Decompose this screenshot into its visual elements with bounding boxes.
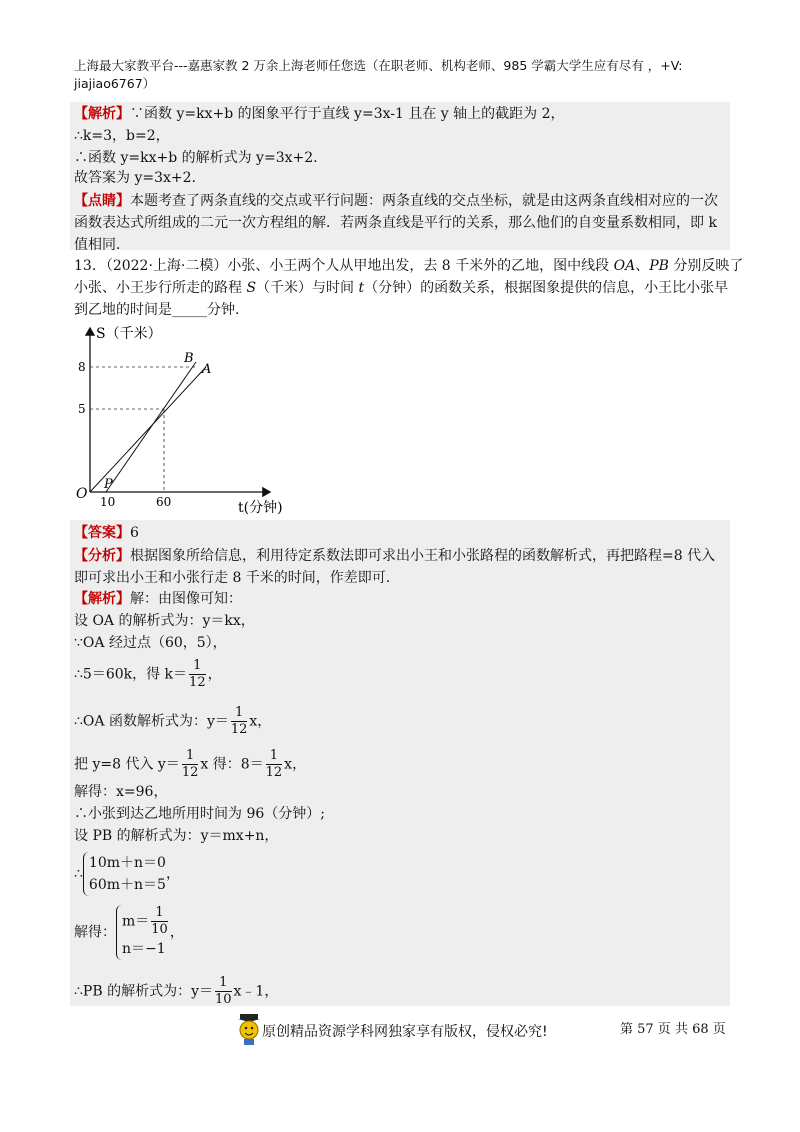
daan-value: 6 <box>130 525 139 541</box>
step-4 <box>74 705 271 738</box>
fraction-1-12 <box>266 748 283 781</box>
frac-num: 1 <box>151 905 168 922</box>
q13-oa: OA <box>613 258 636 274</box>
fraction-1-12 <box>231 705 248 738</box>
frac-den: 12 <box>181 765 199 780</box>
m-eq: m＝ <box>122 913 150 930</box>
point-b-label: B <box>184 351 194 366</box>
frac-num: 1 <box>231 705 248 722</box>
q13-pb: PB <box>649 258 669 274</box>
step-3a: ∴5＝60k，得 k＝ <box>74 666 188 683</box>
q13-line-2 <box>74 278 728 298</box>
step-9-system <box>74 852 180 896</box>
q13-t: t <box>358 280 365 296</box>
frac-den: 12 <box>189 675 206 690</box>
q13-line-1 <box>74 256 743 276</box>
daan-tag: 【答案】 <box>74 525 130 541</box>
jiexi-start: 解：由图像可知： <box>130 591 242 607</box>
distance-time-graph <box>70 320 300 520</box>
point-p-label: P <box>104 477 113 492</box>
mascot-icon <box>236 1012 262 1046</box>
eq-1: 10m＋n＝0 <box>88 855 166 871</box>
step-3 <box>74 658 222 691</box>
step-5b: x 得：8＝ <box>200 756 264 773</box>
step-5 <box>74 748 306 781</box>
y-axis-label: S（千米） <box>96 326 162 342</box>
step-11 <box>74 975 278 1008</box>
fraction-1-12 <box>189 658 206 691</box>
step-5a: 把 y=8 代入 y＝ <box>74 756 180 773</box>
prev-l1: ∵函数 y=kx+b 的图象平行于直线 y=3x-1 且在 y 轴上的截距为 2， <box>130 106 565 122</box>
segment-oa <box>90 367 206 492</box>
header-line-1: 上海最大家教平台---嘉惠家教 2 万余上海老师任您选（在职老师、机构老师、985 学霸大学生应有尽有 ，+V: <box>74 58 683 73</box>
frac-num: 1 <box>266 748 283 765</box>
fraction-1-10 <box>215 975 232 1008</box>
step-5c: x， <box>284 756 307 773</box>
eq-2: 60m＋n＝5 <box>88 877 166 893</box>
q13-line-3: 到乙地的时间是_____分钟. <box>74 302 240 318</box>
step-3b: ， <box>207 666 222 683</box>
page-number: 第 57 页 共 68 页 <box>620 1022 726 1037</box>
prev-l3: ∴函数 y=kx+b 的解析式为 y=3x+2. <box>74 150 318 166</box>
step-10-post: ， <box>169 924 184 941</box>
x-tick-60: 60 <box>156 495 172 509</box>
step-2: ∵OA 经过点（60，5）， <box>74 635 227 651</box>
header-line-2: jiajiao6767） <box>74 76 156 91</box>
frac-den: 12 <box>230 722 248 737</box>
q13-sep: 、 <box>635 258 650 274</box>
frac-num: 1 <box>189 658 206 675</box>
q13-line2-a: 小张、小王步行所走的路程 <box>74 280 247 296</box>
dianjing-paragraph <box>74 190 726 256</box>
segment-pb <box>106 362 196 492</box>
origin-label: O <box>76 486 88 502</box>
step-7: ∴小张到达乙地所用时间为 96（分钟）; <box>74 806 325 822</box>
step-11a: ∴PB 的解析式为：y＝ <box>74 983 213 1000</box>
step-1: 设 OA 的解析式为：y＝kx， <box>74 613 255 629</box>
x-axis-label: t(分钟) <box>238 500 283 516</box>
q13-text-b: 分别反映了 <box>668 258 744 274</box>
footer-copyright: 原创精品资源学科网独家享有版权，侵权必究! <box>262 1024 548 1040</box>
prev-l2: ∴k=3，b=2， <box>74 128 170 144</box>
step-10-pre: 解得： <box>74 924 116 941</box>
dianjing-text: 本题考查了两条直线的交点或平行问题：两条直线的交点坐标，就是由这两条直线相对应的一次函数表达式所组成的二元一次方程组的解．若两条直线是平行的关系，那么他们的自变量系数相同，即 k 值相同． <box>74 193 718 253</box>
q13-text-a: 13．（2022·上海·二模）小张、小王两个人从甲地出发，去 8 千米外的乙地，图中线段 <box>74 258 614 274</box>
y-tick-5: 5 <box>78 402 86 416</box>
frac-den: 10 <box>151 922 168 937</box>
jiexi-tag: 【解析】 <box>74 106 130 122</box>
dianjing-tag: 【点睛】 <box>74 193 130 209</box>
frac-den: 12 <box>265 765 283 780</box>
step-4a: ∴OA 函数解析式为：y＝ <box>74 713 229 730</box>
solution-system <box>116 905 170 960</box>
q13-line2-c: （分钟）的函数关系，根据图象提供的信息，小王比小张早 <box>364 280 729 296</box>
prev-l4: 故答案为 y=3x+2. <box>74 170 196 186</box>
answer-line <box>74 523 139 543</box>
step-6: 解得：x=96， <box>74 784 168 800</box>
frac-den: 10 <box>214 992 232 1007</box>
fenxi-paragraph <box>74 545 726 589</box>
frac-num: 1 <box>182 748 199 765</box>
step-11b: x﹣1， <box>233 983 279 1000</box>
step-9-pre: ∴ <box>74 866 83 882</box>
prev-jiexi-line <box>74 104 565 124</box>
step-8: 设 PB 的解析式为：y＝mx+n， <box>74 828 279 844</box>
equation-system <box>83 852 166 896</box>
step-10-solution <box>74 905 184 960</box>
solution-m <box>122 905 170 938</box>
fenxi-text: 根据图象所给信息，利用待定系数法即可求出小王和小张路程的函数解析式，再把路程=8 代入即可求出小王和小张行走 8 千米的时间，作差即可. <box>74 548 716 586</box>
point-a-label: A <box>202 362 212 377</box>
x-tick-10: 10 <box>100 495 116 509</box>
y-tick-8: 8 <box>78 360 86 374</box>
step-9-post: ， <box>165 866 180 882</box>
step-4b: x， <box>249 713 272 730</box>
q13-s: S <box>246 280 257 296</box>
fraction-1-12 <box>182 748 199 781</box>
q13-line2-b: （千米）与时间 <box>256 280 359 296</box>
fraction-1-10 <box>151 905 168 938</box>
page-header <box>74 57 734 93</box>
fenxi-tag: 【分析】 <box>74 548 130 564</box>
jiexi-line <box>74 589 242 609</box>
frac-num: 1 <box>215 975 232 992</box>
solution-n: n＝−1 <box>122 941 166 957</box>
jiexi-tag-2: 【解析】 <box>74 591 130 607</box>
